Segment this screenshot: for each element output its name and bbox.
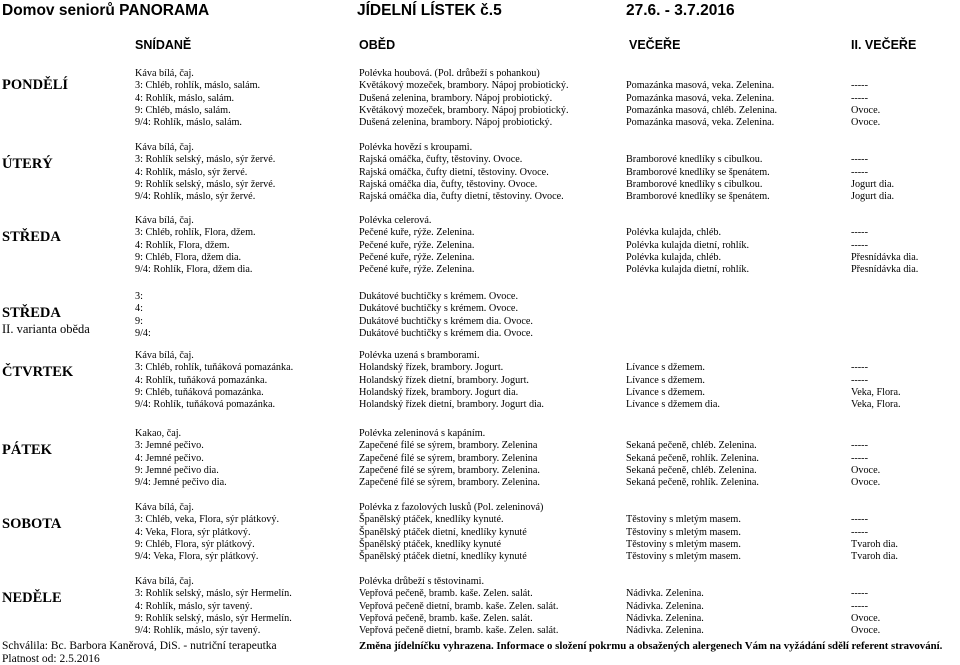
menu-cell: -----	[851, 362, 868, 374]
day-label: PONDĚLÍ	[2, 77, 69, 93]
menu-cell: Lívance s džemem.	[626, 362, 705, 374]
menu-cell: Jogurt dia.	[851, 191, 895, 203]
menu-subtitle: JÍDELNÍ LÍSTEK č.5	[357, 2, 502, 19]
menu-cell: Holandský řízek dietní, brambory. Jogurt dia.	[359, 399, 544, 411]
menu-cell: Polévka kulajda dietní, rohlík.	[626, 264, 750, 276]
day-note: II. varianta oběda	[2, 322, 90, 336]
menu-cell: 9: Rohlík selský, máslo, sýr Hermelín.	[135, 612, 292, 624]
menu-cell: Zapečené filé se sýrem, brambory. Zelenina	[359, 452, 538, 464]
menu-cell: Těstoviny s mletým masem.	[626, 538, 741, 550]
menu-cell: Polévka hovězí s kroupami.	[359, 142, 473, 153]
menu-cell: Káva bílá, čaj.	[135, 350, 194, 361]
menu-cell: Vepřová pečeně, bramb. kaše. Zelen. salát.	[359, 588, 533, 600]
menu-cell: Těstoviny s mletým masem.	[626, 514, 741, 526]
menu-cell: Nádivka. Zelenina.	[626, 625, 704, 637]
footer-valid-from: Platnost od: 2.5.2016	[2, 653, 100, 665]
menu-cell: Lívance s džemem.	[626, 374, 705, 386]
menu-cell: 3: Chléb, veka, Flora, sýr plátkový.	[135, 514, 280, 526]
day-label: ÚTERÝ	[2, 156, 53, 172]
menu-cell: Dukátové buchtičky s krémem. Ovoce.	[359, 291, 518, 302]
menu-cell: 9/4: Rohlík, máslo, sýr tavený.	[135, 625, 261, 637]
menu-cell: 3: Chléb, rohlík, tuňáková pomazánka.	[135, 362, 294, 374]
menu-cell: Jogurt dia.	[851, 178, 895, 190]
day-label: PÁTEK	[2, 442, 52, 458]
menu-cell: 3: Jemné pečivo.	[135, 440, 204, 452]
menu-cell: Pomazánka masová, veka. Zelenina.	[626, 117, 775, 129]
menu-cell: Polévka kulajda, chléb.	[626, 251, 722, 263]
menu-cell: Nádivka. Zelenina.	[626, 612, 704, 624]
menu-cell: Polévka kulajda, chléb.	[626, 227, 722, 239]
menu-cell: 9/4: Rohlík, Flora, džem dia.	[135, 264, 253, 276]
menu-cell: 4: Veka, Flora, sýr plátkový.	[135, 526, 251, 538]
menu-cell: Pečené kuře, rýže. Zelenina.	[359, 251, 475, 263]
menu-cell: Polévka uzená s bramborami.	[359, 350, 480, 361]
menu-cell: Zapečené filé se sýrem, brambory. Zelenina.	[359, 464, 540, 476]
menu-cell: Káva bílá, čaj.	[135, 142, 194, 153]
menu-cell: Dušená zelenina, brambory. Nápoj probiotický.	[359, 92, 553, 104]
menu-cell: Polévka z fazolových lusků (Pol. zeleninová)	[359, 502, 544, 513]
menu-cell: Zapečené filé se sýrem, brambory. Zelenina	[359, 440, 538, 452]
menu-cell: Pečené kuře, rýže. Zelenina.	[359, 227, 475, 239]
menu-cell: Květákový mozeček, brambory. Nápoj probiotický.	[359, 104, 569, 116]
menu-cell: 3:	[135, 291, 143, 302]
menu-cell: Bramborové knedlíky se špenátem.	[626, 166, 770, 178]
menu-cell: Lívance s džemem.	[626, 386, 705, 398]
page-title: Domov seniorů PANORAMA	[2, 2, 210, 19]
menu-cell: -----	[851, 374, 868, 386]
menu-cell: Nádivka. Zelenina.	[626, 588, 704, 600]
menu-cell: Sekaná pečeně, rohlík. Zelenina.	[626, 452, 759, 464]
day-label: SOBOTA	[2, 516, 62, 532]
menu-cell: Vepřová pečeně, bramb. kaše. Zelen. salát.	[359, 612, 533, 624]
day-label: ČTVRTEK	[2, 364, 74, 380]
menu-cell: Španělský ptáček dietní, knedlíky kynuté	[359, 551, 527, 563]
menu-cell: 3: Rohlík selský, máslo, sýr žervé.	[135, 154, 276, 166]
menu-cell: Polévka kulajda dietní, rohlík.	[626, 239, 750, 251]
menu-cell: -----	[851, 526, 868, 538]
menu-cell: Sekaná pečeně, chléb. Zelenina.	[626, 440, 757, 452]
column-second-dinner: II. VEČEŘE	[851, 38, 917, 52]
menu-cell: Rajská omáčka dia, čufty, těstoviny. Ovoce.	[359, 178, 538, 190]
menu-cell: 4: Rohlík, máslo, salám.	[135, 92, 235, 104]
menu-cell: Polévka houbová. (Pol. drůbeží s pohankou)	[359, 68, 540, 79]
menu-dates: 27.6. - 3.7.2016	[626, 2, 735, 19]
menu-cell: Rajská omáčka, čufty, těstoviny. Ovoce.	[359, 154, 523, 166]
menu-cell: Vepřová pečeně dietní, bramb. kaše. Zelen. salát.	[359, 600, 559, 612]
menu-cell: -----	[851, 440, 868, 452]
menu-cell: Káva bílá, čaj.	[135, 68, 194, 79]
menu-cell: -----	[851, 514, 868, 526]
menu-cell: Veka, Flora.	[851, 386, 901, 398]
menu-cell: 9/4: Rohlík, tuňáková pomazánka.	[135, 399, 276, 411]
menu-cell: Holandský řízek, brambory. Jogurt dia.	[359, 386, 519, 398]
menu-cell: Rajská omáčka dia, čufty dietní, těstoviny. Ovoce.	[359, 191, 564, 203]
menu-cell: Veka, Flora.	[851, 399, 901, 411]
menu-cell: 9: Jemné pečivo dia.	[135, 464, 219, 476]
column-lunch: OBĚD	[359, 38, 396, 52]
menu-cell: -----	[851, 239, 868, 251]
menu-cell: Lívance s džemem dia.	[626, 399, 720, 411]
menu-cell: Přesnídávka dia.	[851, 251, 919, 263]
menu-cell: -----	[851, 600, 868, 612]
day-label: STŘEDA	[2, 229, 61, 245]
menu-cell: 3: Chléb, rohlík, máslo, salám.	[135, 80, 261, 92]
menu-cell: 9/4: Veka, Flora, sýr plátkový.	[135, 551, 259, 563]
menu-cell: Tvaroh dia.	[851, 551, 898, 563]
menu-cell: -----	[851, 92, 868, 104]
menu-cell: Dukátové buchtičky s krémem dia. Ovoce.	[359, 327, 533, 339]
footer-approved: Schválila: Bc. Barbora Kaněrová, DiS. - nutriční terapeutka	[2, 640, 277, 652]
menu-cell: Kakao, čaj.	[135, 428, 182, 439]
menu-cell: 4: Rohlík, máslo, sýr žervé.	[135, 166, 248, 178]
menu-cell: Káva bílá, čaj.	[135, 502, 194, 513]
menu-cell: Přesnídávka dia.	[851, 264, 919, 276]
menu-cell: -----	[851, 166, 868, 178]
menu-cell: 9: Chléb, tuňáková pomazánka.	[135, 386, 264, 398]
menu-cell: Pečené kuře, rýže. Zelenina.	[359, 239, 475, 251]
footer-note: Změna jídelníčku vyhrazena. Informace o složení pokrmu a obsažených alergenech Vám na vyžádání sdělí referent stravování.	[359, 640, 943, 652]
menu-cell: Dukátové buchtičky s krémem. Ovoce.	[359, 303, 518, 315]
menu-cell: Sekaná pečeně, rohlík. Zelenina.	[626, 477, 759, 489]
menu-cell: 9: Chléb, Flora, džem dia.	[135, 251, 242, 263]
menu-cell: Holandský řízek dietní, brambory. Jogurt.	[359, 374, 529, 386]
column-breakfast: SNÍDANĚ	[135, 38, 192, 52]
menu-cell: Vepřová pečeně dietní, bramb. kaše. Zelen. salát.	[359, 625, 559, 637]
menu-cell: Ovoce.	[851, 612, 881, 624]
menu-cell: Ovoce.	[851, 477, 881, 489]
menu-cell: -----	[851, 227, 868, 239]
menu-cell: Nádivka. Zelenina.	[626, 600, 704, 612]
menu-cell: Káva bílá, čaj.	[135, 576, 194, 587]
menu-cell: -----	[851, 154, 868, 166]
menu-cell: 4:	[135, 303, 143, 315]
menu-cell: Španělský ptáček, knedlíky kynuté	[359, 538, 502, 550]
menu-cell: Pomazánka masová, veka. Zelenina.	[626, 80, 775, 92]
menu-cell: 3: Rohlík selský, máslo, sýr Hermelín.	[135, 588, 292, 600]
column-dinner: VEČEŘE	[629, 38, 681, 52]
menu-cell: Zapečené filé se sýrem, brambory. Zelenina.	[359, 477, 540, 489]
menu-cell: Pečené kuře, rýže. Zelenina.	[359, 264, 475, 276]
menu-cell: 4: Rohlík, máslo, sýr tavený.	[135, 600, 253, 612]
menu-cell: 4: Rohlík, Flora, džem.	[135, 239, 230, 251]
menu-cell: Bramborové knedlíky se špenátem.	[626, 191, 770, 203]
menu-cell: -----	[851, 588, 868, 600]
menu-cell: Dušená zelenina, brambory. Nápoj probiotický.	[359, 117, 553, 129]
menu-cell: 9: Rohlík selský, máslo, sýr žervé.	[135, 178, 276, 190]
menu-cell: Španělský ptáček dietní, knedlíky kynuté	[359, 526, 527, 538]
day-label: STŘEDA	[2, 305, 61, 321]
menu-cell: Ovoce.	[851, 625, 881, 637]
menu-cell: Káva bílá, čaj.	[135, 215, 194, 226]
menu-cell: -----	[851, 452, 868, 464]
menu-cell: Sekaná pečeně, chléb. Zelenina.	[626, 464, 757, 476]
menu-cell: Polévka drůbeží s těstovinami.	[359, 576, 485, 587]
menu-cell: 9: Chléb, Flora, sýr plátkový.	[135, 538, 255, 550]
menu-cell: Pomazánka masová, veka. Zelenina.	[626, 92, 775, 104]
menu-cell: Polévka zeleninová s kapáním.	[359, 428, 486, 439]
menu-cell: Dukátové buchtičky s krémem dia. Ovoce.	[359, 315, 533, 327]
menu-cell: Ovoce.	[851, 117, 881, 129]
menu-cell: Polévka celerová.	[359, 215, 432, 226]
menu-cell: Ovoce.	[851, 104, 881, 116]
menu-cell: Těstoviny s mletým masem.	[626, 551, 741, 563]
menu-cell: Květákový mozeček, brambory. Nápoj probiotický.	[359, 80, 569, 92]
menu-cell: Bramborové knedlíky s cibulkou.	[626, 178, 763, 190]
menu-cell: Španělský ptáček, knedlíky kynuté.	[359, 514, 504, 526]
menu-cell: Holandský řízek, brambory. Jogurt.	[359, 362, 504, 374]
menu-cell: Ovoce.	[851, 464, 881, 476]
day-label: NEDĚLE	[2, 590, 62, 606]
menu-cell: 3: Chléb, rohlík, Flora, džem.	[135, 227, 256, 239]
menu-cell: 9/4: Jemné pečivo dia.	[135, 477, 227, 489]
menu-cell: Tvaroh dia.	[851, 538, 898, 550]
menu-cell: Rajská omáčka, čufty dietní, těstoviny. Ovoce.	[359, 166, 549, 178]
menu-cell: Pomazánka masová, chléb. Zelenina.	[626, 104, 778, 116]
menu-cell: 9:	[135, 315, 143, 327]
menu-cell: Bramborové knedlíky s cibulkou.	[626, 154, 763, 166]
menu-cell: -----	[851, 80, 868, 92]
menu-cell: 9/4:	[135, 327, 151, 339]
menu-cell: 9/4: Rohlík, máslo, sýr žervé.	[135, 191, 256, 203]
menu-cell: 4: Rohlík, tuňáková pomazánka.	[135, 374, 268, 386]
menu-cell: 9/4: Rohlík, máslo, salám.	[135, 117, 242, 129]
menu-cell: Těstoviny s mletým masem.	[626, 526, 741, 538]
menu-cell: 9: Chléb, máslo, salám.	[135, 104, 231, 116]
menu-cell: 4: Jemné pečivo.	[135, 452, 204, 464]
